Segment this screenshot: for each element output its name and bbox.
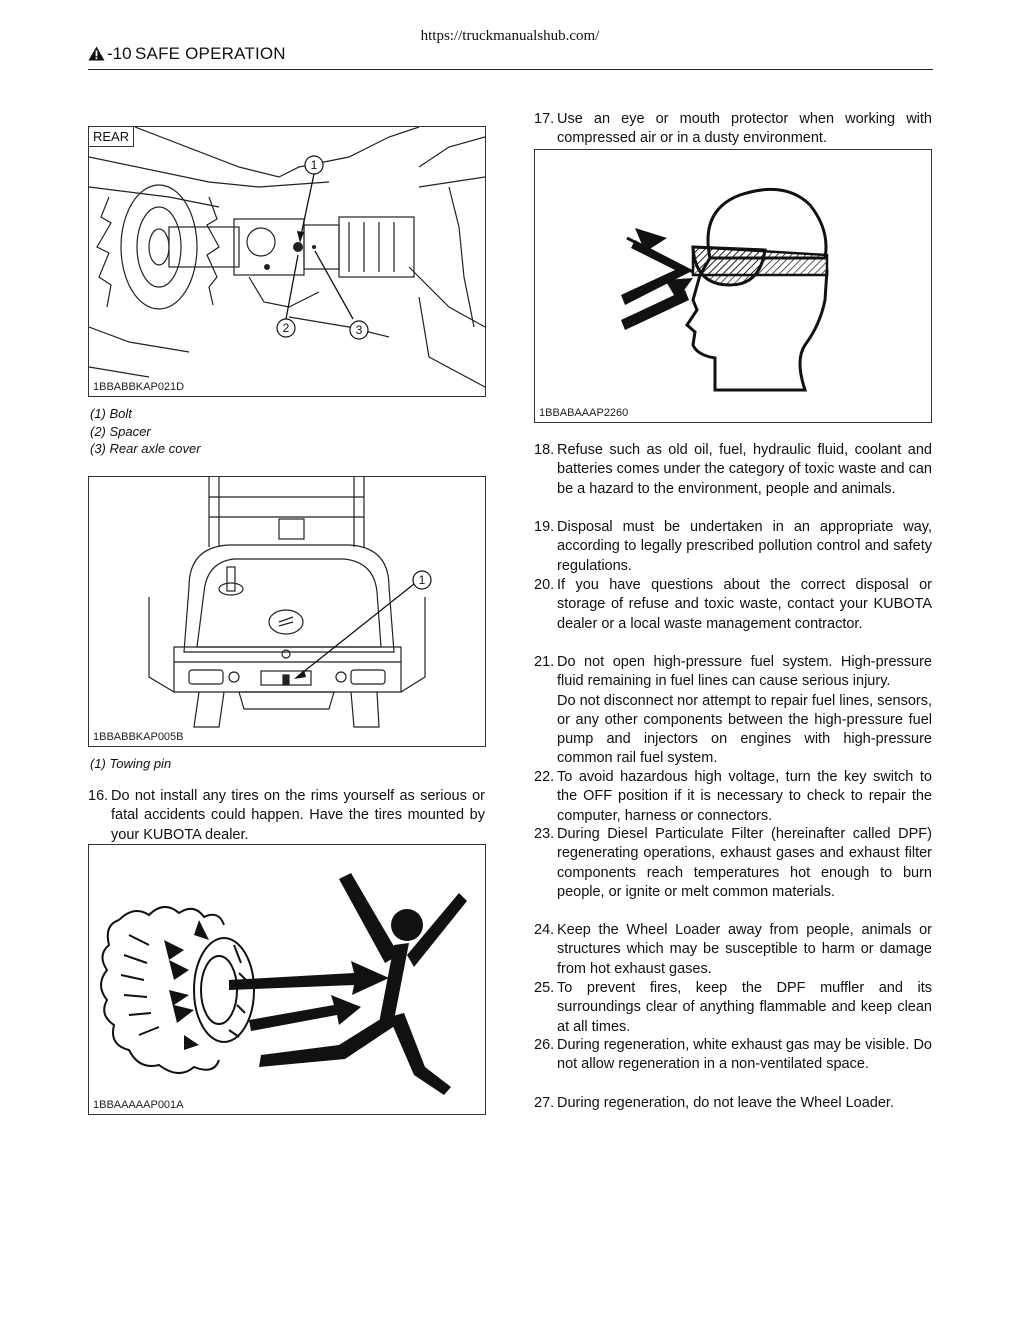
- list-item-16: [88, 787, 485, 845]
- page-header: [88, 42, 933, 70]
- item-text: Use an eye or mouth protector when working with compressed air or in a dusty environment.: [557, 111, 932, 147]
- list-item-17: [534, 110, 932, 149]
- caption-towing-pin: (1) Towing pin: [90, 756, 172, 771]
- list-item-25: [534, 979, 932, 1037]
- item-number: 22.: [534, 769, 555, 785]
- item-text: To avoid hazardous high voltage, turn the key switch to the OFF position if it is necessary to check to repair the computer, harness or connectors.: [557, 769, 932, 824]
- list-item-26: [534, 1036, 932, 1075]
- rear-label: REAR: [89, 127, 134, 147]
- caption-bolt: (1) Bolt: [90, 406, 132, 421]
- source-url: https://truckmanualshub.com/: [420, 28, 600, 44]
- figure-code: 1BBAAAAAP001A: [93, 1099, 184, 1111]
- item-number: 17.: [534, 111, 555, 127]
- caption-rear-axle-cover: (3) Rear axle cover: [90, 441, 201, 456]
- list-item-22: [534, 768, 932, 826]
- item-text-continued: Do not disconnect nor attempt to repair fuel lines, sensors, or any other components between the high-pressure fuel pump and injectors on engines with high-pressure common rail fuel system.: [557, 692, 932, 767]
- figure-code: 1BBABAAAP2260: [539, 407, 629, 419]
- item-text: Keep the Wheel Loader away from people, animals or structures which may be susceptible to harm or damage from hot exhaust gases.: [557, 922, 932, 977]
- list-item-24: [534, 921, 932, 979]
- warning-triangle-icon: [88, 46, 105, 61]
- item-text: To prevent fires, keep the DPF muffler and its surroundings clear of anything flammable and keep clean at all times.: [557, 980, 932, 1035]
- item-number: 26.: [534, 1037, 555, 1053]
- page-number: -10: [107, 44, 132, 63]
- caption-spacer: (2) Spacer: [90, 423, 151, 439]
- rear-axle-figure: [88, 126, 486, 397]
- towing-pin-illustration: [89, 477, 485, 746]
- callout-3: 3: [355, 323, 363, 337]
- towing-pin-figure: [88, 476, 486, 747]
- figure-code: 1BBABBKAP005B: [93, 731, 184, 743]
- item-number: 27.: [534, 1095, 555, 1111]
- item-text: During regeneration, white exhaust gas may be visible. Do not allow regeneration in a non-ventilated space.: [557, 1037, 932, 1073]
- item-number: 21.: [534, 654, 555, 670]
- tire-hazard-figure: [88, 844, 486, 1115]
- list-item-18: [534, 441, 932, 499]
- section-title: SAFE OPERATION: [135, 44, 286, 63]
- eye-protector-figure: [534, 149, 932, 423]
- item-text: During regeneration, do not leave the Wheel Loader.: [557, 1095, 894, 1111]
- towing-pin-caption: [90, 755, 171, 773]
- callout-1: 1: [418, 573, 426, 587]
- item-text: Do not install any tires on the rims yourself as serious or fatal accidents could happen. Have the tires mounted by your KUBOTA dealer.: [111, 788, 485, 843]
- figure-code: 1BBABBKAP021D: [93, 381, 185, 393]
- item-number: 18.: [534, 442, 555, 458]
- eye-protector-illustration: [535, 150, 931, 422]
- item-text: If you have questions about the correct disposal or storage of refuse and toxic waste, contact your KUBOTA dealer or a local waste management contractor.: [557, 577, 932, 632]
- item-text: Disposal must be undertaken in an appropriate way, according to legally prescribed pollution control and safety regulations.: [557, 519, 932, 574]
- callout-1: 1: [310, 158, 318, 172]
- list-item-19: [534, 518, 932, 576]
- list-item-21: [534, 653, 932, 769]
- item-number: 20.: [534, 577, 555, 593]
- item-number: 23.: [534, 826, 555, 842]
- callout-2: 2: [282, 321, 290, 335]
- rear-axle-illustration: [89, 127, 485, 396]
- item-text: Refuse such as old oil, fuel, hydraulic fluid, coolant and batteries comes under the category of toxic waste and can be a hazard to the environment, people and animals.: [557, 442, 932, 497]
- list-item-20: [534, 576, 932, 634]
- tire-hazard-illustration: [89, 845, 485, 1114]
- item-number: 25.: [534, 980, 555, 996]
- list-item-27: [534, 1094, 932, 1113]
- item-text: During Diesel Particulate Filter (hereinafter called DPF) regenerating operations, exhaust gases and exhaust filter components reach temperatures hot enough to burn people, or ignite or melt common materials.: [557, 826, 932, 900]
- rear-axle-caption: [90, 405, 201, 458]
- list-item-23: [534, 825, 932, 902]
- item-number: 16.: [88, 788, 109, 804]
- item-number: 24.: [534, 922, 555, 938]
- item-number: 19.: [534, 519, 555, 535]
- item-text: Do not open high-pressure fuel system. High-pressure fluid remaining in fuel lines can cause serious injury.: [557, 654, 932, 690]
